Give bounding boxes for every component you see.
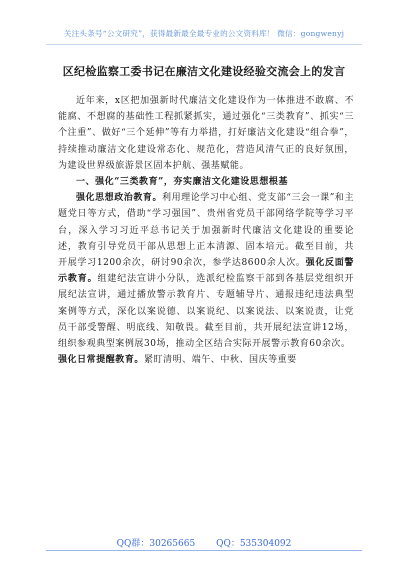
- header-divider: [46, 44, 362, 45]
- paragraph-text: 组建纪法宣讲小分队，选派纪检监察干部到各基层党组织开展纪法宣讲，通过播放警示教育片、专题辅导片、通报违纪违法典型案例等方式，深化以案说德、以案说纪、以案说法、以案说责，让党员干部受警醒、明底线、知敬畏。截至目前，共开展纪法宣讲12场，组织参观典型案例展30场，推动全区结合实际开展警示教育60余次。: [58, 274, 354, 350]
- paragraph-daily-reminder: [58, 352, 354, 368]
- paragraph-text: 紧盯清明、端午、中秋、国庆等重要: [143, 355, 297, 366]
- document-body: [58, 93, 354, 368]
- intro-paragraph: 近年来，x区把加强新时代廉洁文化建设作为一体推进不敢腐、不能腐、不想腐的基础性工程抓紧抓实，通过强化“三类教育”、抓实“三个注重”、做好“三个延伸”等有力举措，打好廉洁文化建设“组合拳”，持续推动廉洁文化建设常态化、规范化，营造风清气正的良好氛围，为建设世界级旅游景区固本护航、强基赋能。: [58, 96, 354, 171]
- document-title: 区纪检监察工委书记在廉洁文化建设经验交流会上的发言: [62, 65, 346, 78]
- paragraph-lead: 强化日常提醒教育。: [58, 355, 144, 366]
- header-banner: 关注头条号“公文研究”，获得最新最全最专业的公文资料库！ 微信：gongwenyj: [63, 29, 345, 38]
- footer-qq: QQ：535304092: [216, 539, 292, 549]
- paragraph-lead: 强化思想政治教育。: [76, 193, 163, 204]
- footer-divider: [46, 550, 362, 551]
- section-heading: 一、强化“三类教育”，夯实廉洁文化建设思想根基: [76, 177, 289, 188]
- paragraph-text: 利用理论学习中心组、党支部“三会一课”和主题党日等方式，借助“学习强国”、贵州省党员干部网络学院等学习平台，深入学习习近平总书记关于加强新时代廉洁文化建设的重要论述，教育引导党员干部从思想上正本清源、固本培元。截至目前，共开展学习1200余次，研讨90余次，参学达8600余人次。: [58, 193, 354, 269]
- footer-qq-group: QQ群：30265665: [116, 539, 196, 549]
- footer-contact: [0, 536, 408, 549]
- paragraph-political-education: [58, 190, 354, 352]
- paragraph-lead: 强化反面警示教育。: [58, 258, 354, 285]
